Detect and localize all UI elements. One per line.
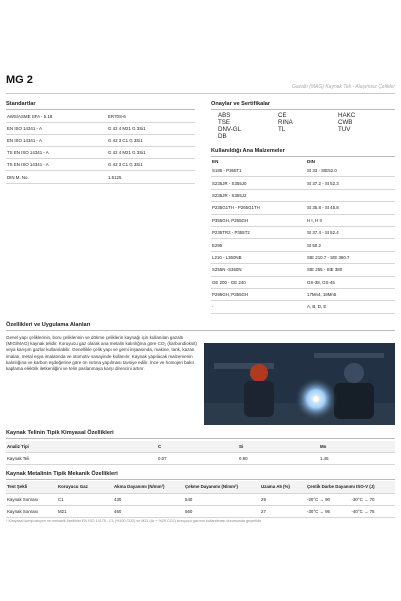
mechanical-tensile: 560 xyxy=(184,505,260,517)
materials-en: L210 - L360NB xyxy=(211,251,306,263)
product-title: MG 2 xyxy=(6,74,33,86)
mechanical-test: Kaynak Sonrası xyxy=(6,493,57,505)
cert-item: CWB xyxy=(338,119,353,126)
mechanical-tensile: 540 xyxy=(184,493,260,505)
mechanical-row xyxy=(6,493,395,505)
materials-din xyxy=(306,189,395,201)
standards-row xyxy=(6,147,195,159)
mechanical-heading-rule xyxy=(6,479,395,480)
materials-din: St 37.2 - St 52.3 xyxy=(306,177,395,189)
materials-col-din: DIN xyxy=(307,158,315,164)
standards-heading-rule xyxy=(6,109,195,110)
header-divider xyxy=(6,93,395,94)
standards-name: AWS/ASME SFA - 5.18 xyxy=(6,111,107,123)
standards-class: G 42 3 C1 G 3Si1 xyxy=(107,135,195,147)
footnote: * Kimyasal kompozisyon ve mekanik özellikler EN ISO 14175 - C1 (%100 CO2) ve M21 (Ar + %20 CO2) koruyucu gazının kullanılması durumunda geçerlidir. xyxy=(6,519,262,523)
mechanical-header-elongation: Uzama A5 (%) xyxy=(260,481,306,493)
materials-en: S235JR - S355J0 xyxy=(211,177,306,189)
materials-col-en: EN xyxy=(212,158,219,164)
certs-column-2 xyxy=(278,112,293,133)
chemical-header-c: C xyxy=(157,441,238,452)
materials-din: St 37.4 - St 52.4 xyxy=(306,226,395,238)
standards-heading: Standartlar xyxy=(6,101,36,107)
mechanical-header-yield: Akma Dayanımı (N/mm²) xyxy=(113,481,184,493)
materials-en: S185 - P355T1 xyxy=(211,165,306,177)
materials-din: St 50.2 xyxy=(306,239,395,251)
materials-din: St 35.8 - St 45.8 xyxy=(306,202,395,214)
chemical-header-si: Si xyxy=(238,441,319,452)
cert-item: ABS xyxy=(218,112,231,119)
materials-en: - xyxy=(211,301,306,313)
chemical-cell-si: 0.90 xyxy=(238,452,319,464)
materials-din: GS-38, GS-45 xyxy=(306,276,395,288)
materials-row xyxy=(211,251,395,263)
standards-row xyxy=(6,171,195,183)
standards-name: EN ISO 14341 - A xyxy=(6,123,107,135)
materials-row xyxy=(211,189,395,201)
materials-en: S255N -S360N xyxy=(211,264,306,276)
standards-name: EN ISO 14341 - A xyxy=(6,135,107,147)
cert-item: HAKC xyxy=(338,112,356,119)
standards-class: G 42 3 C1 G 3Si1 xyxy=(107,159,195,171)
standards-row xyxy=(6,135,195,147)
materials-din: H I, H II xyxy=(306,214,395,226)
welding-photo xyxy=(204,343,395,425)
properties-heading-rule xyxy=(6,330,395,331)
materials-row xyxy=(211,177,395,189)
materials-en: S235JR - S355J2 xyxy=(211,189,306,201)
mechanical-header-test: Test Şekli xyxy=(6,481,57,493)
chemical-cell-c: 0.07 xyxy=(157,452,238,464)
mechanical-header-impact: Çentik Darbe Dayanımı ISO-V (J) xyxy=(306,481,395,493)
mechanical-elongation: 29 xyxy=(260,493,306,505)
materials-din: 17Mn4, 19Mn5 xyxy=(306,288,395,300)
materials-row xyxy=(211,214,395,226)
materials-en: P295GH, P355GH xyxy=(211,288,306,300)
cert-item: TL xyxy=(278,126,286,133)
materials-row xyxy=(211,276,395,288)
certs-column-3 xyxy=(338,112,355,133)
standards-row xyxy=(6,123,195,135)
cert-item: DB xyxy=(218,133,227,140)
mechanical-header-gas: Koruyucu Gaz xyxy=(57,481,113,493)
certs-list xyxy=(218,112,388,142)
mechanical-heading: Kaynak Metalinin Tipik Mekanik Özellikleri xyxy=(6,471,118,477)
materials-row xyxy=(211,165,395,177)
properties-text: Genel yapı çeliklerinin, boru çeliklerinin ve dökme çeliklerin kaynağı için kullanılan gazaltı (MIG/MAG) kaynak telidir. Koruyucu gaz olarak ana metalin kalınlığına göre CO₂ (karbondioksit) veya karışım gazlar kullanılabilir. Genellikle çelik yapı ve gemi inşaasında, makine, tank, kazan imalatı, metal eşya imalatında ve otomotiv sanayinde kullanılır. Kaynak yapılacak malzemenin kalınlığına ve karbon eşdeğerine göre ön ısıtma yapılması tavsiye edilir. İnce ve homojen bakır kaplama elektrik iletkenliğini ve telin paslanmaya karşı direncini artırır. xyxy=(6,335,197,372)
standards-name: TS EN ISO 14341 - A xyxy=(6,147,107,159)
materials-row xyxy=(211,301,395,313)
materials-row xyxy=(211,239,395,251)
standards-class: 1.5125 xyxy=(107,171,195,183)
materials-row xyxy=(211,202,395,214)
chemical-header-type: Analiz Tipi xyxy=(6,441,157,452)
standards-name: TS EN ISO 14341 - A xyxy=(6,159,107,171)
mechanical-yield: 460 xyxy=(113,505,184,517)
mechanical-gas: M21 xyxy=(57,505,113,517)
product-subtitle: Gazaltı (MAG) Kaynak Teli - Alaşımsız Çelikler xyxy=(292,84,395,90)
materials-row xyxy=(211,226,395,238)
chemical-cell-mn: 1.45 xyxy=(319,452,395,464)
materials-din: St 33 - StE52.0 xyxy=(306,165,395,177)
chemical-cell-type: Kaynak Teli xyxy=(6,452,157,464)
standards-class: G 42 4 M21 G 3Si1 xyxy=(107,147,195,159)
chemical-heading: Kaynak Telinin Tipik Kimyasal Özellikleri xyxy=(6,430,114,436)
standards-table xyxy=(6,111,195,184)
materials-heading: Kullanıldığı Ana Malzemeler xyxy=(211,148,285,154)
mechanical-impact-2: -40°C → 75 xyxy=(351,505,396,517)
standards-row xyxy=(6,159,195,171)
materials-table xyxy=(211,157,395,314)
mechanical-test: Kaynak Sonrası xyxy=(6,505,57,517)
materials-din: StE 210.7 - StE 360.7 xyxy=(306,251,395,263)
cert-item: TUV xyxy=(338,126,351,133)
mechanical-row xyxy=(6,505,395,517)
chemical-table xyxy=(6,441,395,465)
materials-din: A, B, D, E xyxy=(306,301,395,313)
materials-din: StE 255 - StE 380 xyxy=(306,264,395,276)
standards-class: G 42 4 M21 G 3Si1 xyxy=(107,123,195,135)
certs-heading: Onaylar ve Sertifikalar xyxy=(211,101,271,107)
standards-name: DIN M. No. xyxy=(6,171,107,183)
mechanical-elongation: 27 xyxy=(260,505,306,517)
materials-en: E295 xyxy=(211,239,306,251)
mechanical-impact-1: -20°C → 90 xyxy=(306,493,351,505)
chemical-header-mn: Mn xyxy=(319,441,395,452)
cert-item: RINA xyxy=(278,119,293,126)
materials-en: P235G1TH - P265G1TH xyxy=(211,202,306,214)
mechanical-impact-2: -30°C → 70 xyxy=(351,493,396,505)
mechanical-yield: 430 xyxy=(113,493,184,505)
materials-en: GE 200 - GE 240 xyxy=(211,276,306,288)
mechanical-gas: C1 xyxy=(57,493,113,505)
cert-item: DNV-GL xyxy=(218,126,242,133)
chemical-heading-rule xyxy=(6,438,395,439)
materials-en: P355GH, P265GH xyxy=(211,214,306,226)
mechanical-impact-1: -30°C → 95 xyxy=(306,505,351,517)
standards-row xyxy=(6,111,195,123)
standards-class: ER70S-6 xyxy=(107,111,195,123)
certs-heading-rule xyxy=(211,109,395,110)
properties-heading: Özellikleri ve Uygulama Alanları xyxy=(6,322,91,328)
materials-row xyxy=(211,288,395,300)
materials-row xyxy=(211,264,395,276)
cert-item: CE xyxy=(278,112,287,119)
cert-item: TSE xyxy=(218,119,231,126)
mechanical-header-tensile: Çekme Dayanımı (N/mm²) xyxy=(184,481,260,493)
materials-en: P235TR2 - P355T2 xyxy=(211,226,306,238)
certs-column-1 xyxy=(218,112,241,140)
mechanical-table xyxy=(6,481,395,518)
